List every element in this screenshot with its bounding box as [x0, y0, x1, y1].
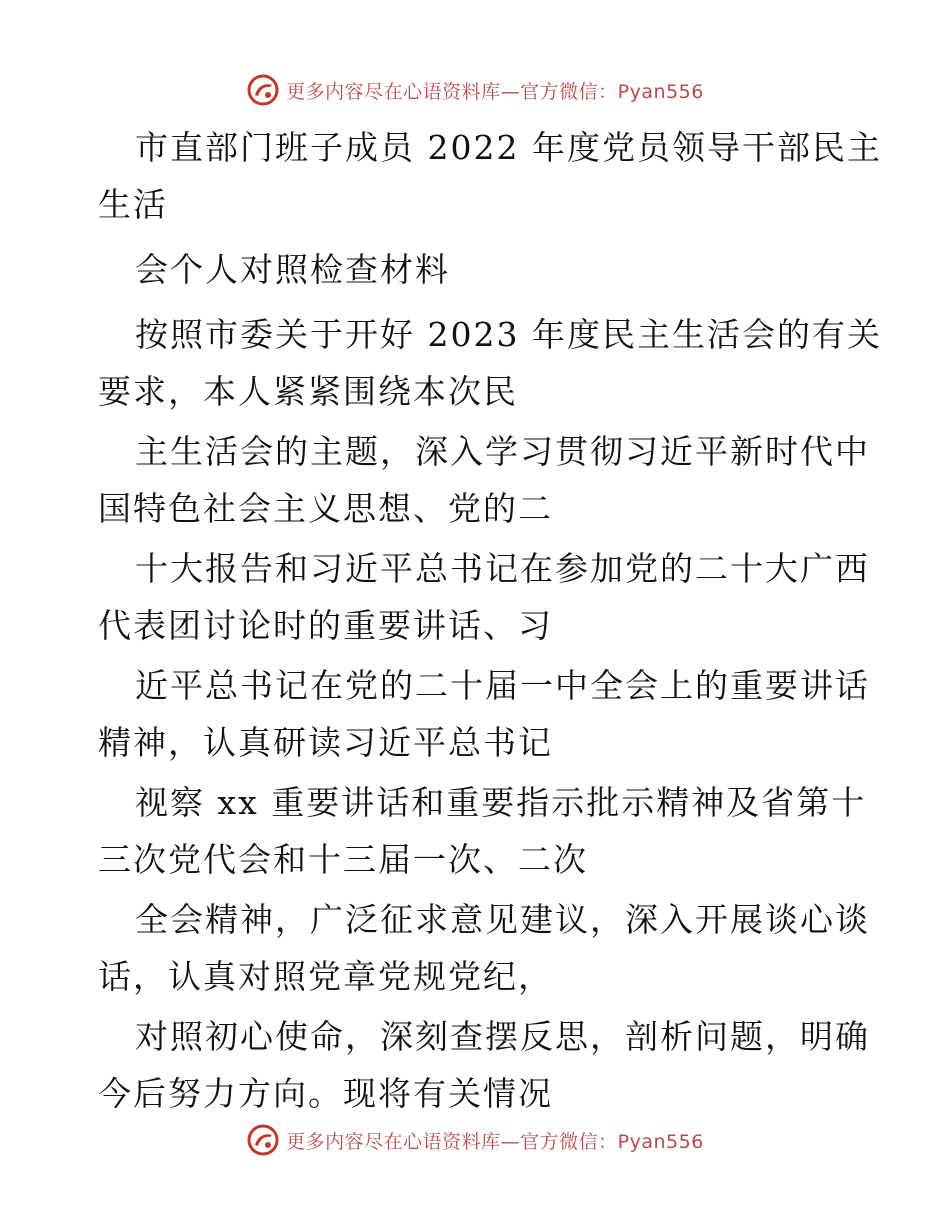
text-line: 精神，认真研读习近平总书记 — [98, 723, 553, 762]
paragraph-7-cont — [0, 832, 950, 892]
paragraph-8-cont — [0, 949, 950, 1009]
paragraph-4-cont — [0, 481, 950, 541]
text-line: 国特色社会主义思想、党的二 — [98, 489, 553, 528]
paragraph-5-cont — [0, 598, 950, 658]
text-line: 三次党代会和十三届一次、二次 — [98, 840, 588, 879]
paragraph-7 — [0, 775, 950, 832]
watermark-text: 更多内容尽在心语资料库—官方微信：Pyan556 — [286, 1130, 704, 1153]
text-line: 代表团讨论时的重要讲话、习 — [98, 606, 553, 645]
text-line: 近平总书记在党的二十届一中全会上的重要讲话 — [135, 666, 870, 705]
text-line: 按照市委关于开好 2023 年度民主生活会的有关 — [135, 315, 882, 354]
text-line: 全会精神，广泛征求意见建议，深入开展谈心谈 — [135, 900, 870, 939]
paragraph-6 — [0, 658, 950, 715]
paragraph-6-cont — [0, 715, 950, 775]
brand-logo-icon — [246, 73, 280, 107]
footer-watermark — [0, 1120, 950, 1160]
paragraph-1 — [0, 120, 950, 177]
paragraph-4 — [0, 424, 950, 481]
text-line: 生活 — [98, 185, 168, 224]
paragraph-9-cont — [0, 1066, 950, 1126]
paragraph-5 — [0, 541, 950, 598]
paragraph-8 — [0, 892, 950, 949]
document-body — [0, 120, 950, 1126]
text-line: 视察 xx 重要讲话和重要指示批示精神及省第十 — [135, 783, 867, 822]
text-line: 话，认真对照党章党规党纪， — [98, 957, 553, 996]
text-line: 市直部门班子成员 2022 年度党员领导干部民主 — [135, 128, 882, 167]
paragraph-3-cont — [0, 364, 950, 424]
text-line: 要求，本人紧紧围绕本次民 — [98, 372, 518, 411]
text-line: 十大报告和习近平总书记在参加党的二十大广西 — [135, 549, 870, 588]
text-line: 今后努力方向。现将有关情况 — [98, 1074, 553, 1113]
text-line: 对照初心使命，深刻查摆反思，剖析问题，明确 — [135, 1017, 870, 1056]
text-line: 会个人对照检查材料 — [135, 250, 450, 289]
paragraph-3 — [0, 307, 950, 364]
watermark-text: 更多内容尽在心语资料库—官方微信：Pyan556 — [286, 80, 704, 103]
paragraph-9 — [0, 1009, 950, 1066]
paragraph-1-cont — [0, 177, 950, 234]
header-watermark — [0, 70, 950, 110]
text-line: 主生活会的主题，深入学习贯彻习近平新时代中 — [135, 432, 870, 471]
paragraph-2 — [0, 234, 950, 307]
brand-logo-icon — [246, 1123, 280, 1157]
